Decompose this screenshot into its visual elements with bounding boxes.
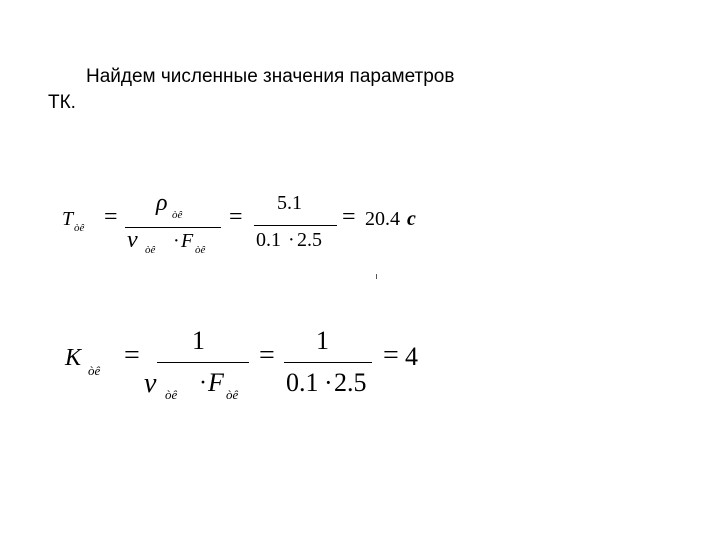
f2-fraction-bar-1 xyxy=(157,362,249,363)
f2-denominator-a: 0.1 xyxy=(286,368,319,397)
f1-equals-3: = xyxy=(342,204,356,230)
f2-nu-subscript: òê xyxy=(165,387,178,402)
f2-dot-2: · xyxy=(324,368,333,397)
f1-dot-1: · xyxy=(173,230,180,252)
f2-equals-1: = xyxy=(124,340,140,371)
intro-line-1: Найдем численные значения параметров xyxy=(86,66,455,87)
f2-equals-2: = xyxy=(259,340,275,371)
f2-fraction-bar-2 xyxy=(284,362,372,363)
f1-F-subscript: òê xyxy=(195,244,206,256)
f1-equals-2: = xyxy=(229,204,243,230)
f2-equals-3: = xyxy=(383,340,399,371)
f2-F-symbol: F xyxy=(208,368,224,397)
intro-line-2: ТК. xyxy=(48,92,76,113)
f1-dot-2: · xyxy=(288,229,295,251)
f2-numerator: 1 xyxy=(192,326,205,355)
f1-lhs-subscript: òê xyxy=(74,222,85,234)
f2-lhs-symbol: K xyxy=(65,345,82,371)
f1-result: 20.4 xyxy=(365,208,400,230)
f1-nu-subscript: òê xyxy=(145,244,156,256)
f2-F-subscript: òê xyxy=(226,387,239,402)
f1-equals-1: = xyxy=(104,204,118,230)
f1-lhs-symbol: T xyxy=(62,208,74,230)
f1-numerator-value: 5.1 xyxy=(277,192,302,214)
f1-rho-subscript: òê xyxy=(172,209,183,221)
f1-F-symbol: F xyxy=(181,230,194,252)
f1-unit: c xyxy=(407,208,416,230)
f2-dot-1: · xyxy=(199,370,207,396)
f2-result: 4 xyxy=(405,342,418,371)
f1-rho-symbol: ρ xyxy=(156,190,168,216)
f1-denominator-a: 0.1 xyxy=(256,229,281,251)
f2-nu-symbol: ν xyxy=(144,368,157,399)
f1-denominator-b: 2.5 xyxy=(297,229,322,251)
f1-nu-symbol: ν xyxy=(127,227,138,253)
f2-numerator-value: 1 xyxy=(316,326,329,355)
f2-denominator-b: 2.5 xyxy=(334,368,367,397)
f2-lhs-subscript: òê xyxy=(88,363,101,378)
